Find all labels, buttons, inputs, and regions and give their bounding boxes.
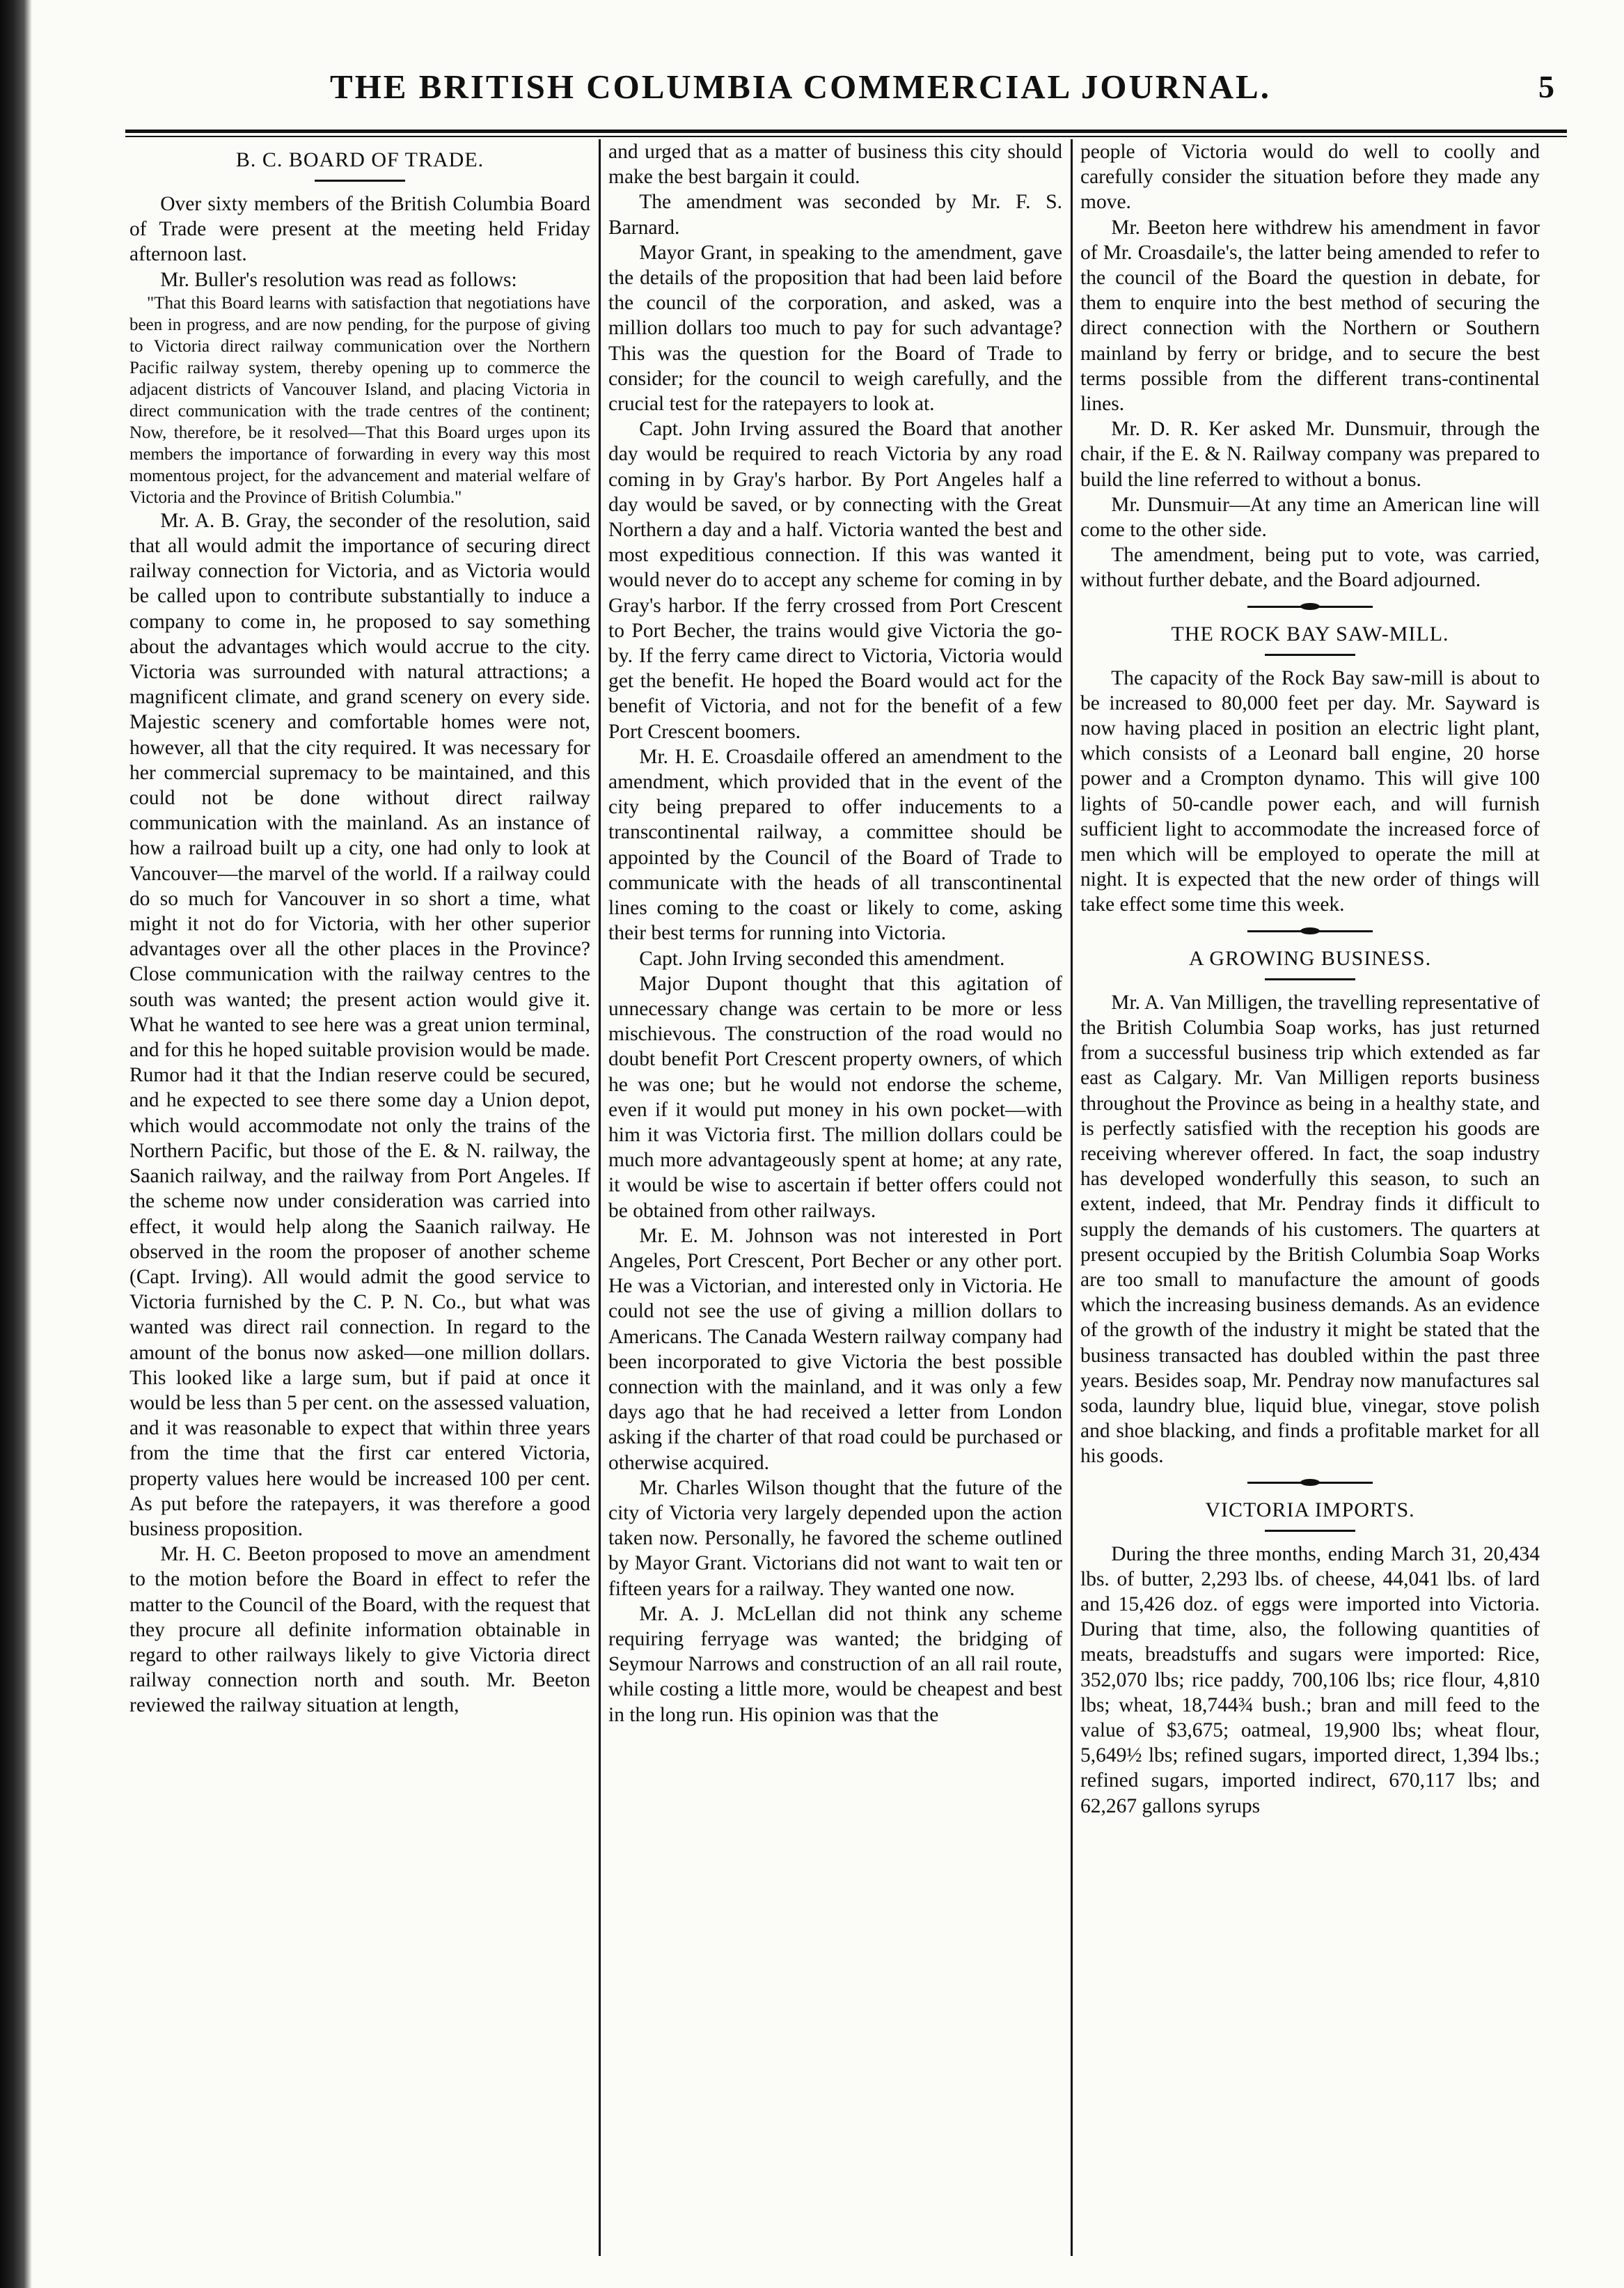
- heading-rule: [1265, 978, 1355, 980]
- paragraph: Mr. H. E. Croasdaile offered an amendment to the amendment, which provided that in the event of the city being prepared to offer inducements to a transcontinental railway, a committee should be appointed by the Council of the Board of Trade to communicate with the heads of all transcontinental lines coming to the coast or likely to come, asking their best terms for running into Victoria.: [608, 745, 1062, 945]
- scan-binding-edge: [0, 0, 32, 2288]
- header-rule: [125, 130, 1567, 137]
- paragraph: people of Victoria would do well to coolly and carefully consider the situation before they made any move.: [1080, 141, 1540, 214]
- paragraph: The amendment was seconded by Mr. F. S. Barnard.: [608, 191, 1062, 239]
- section-divider: [1247, 606, 1373, 608]
- article-heading-board-of-trade: B. C. BOARD OF TRADE.: [235, 148, 484, 171]
- paragraph: Mr. A. J. McLellan did not think any scheme requiring ferryage was wanted; the bridging of Seymour Narrows and construction of an all rail route, while costing a little more, would be cheapest and best in the long run. His opinion was that the: [608, 1602, 1062, 1726]
- column-2: [608, 139, 1062, 2256]
- article-heading-growing-business: A GROWING BUSINESS.: [1188, 946, 1432, 970]
- heading-rule: [1265, 654, 1355, 656]
- paragraph: Mr. D. R. Ker asked Mr. Dunsmuir, through the chair, if the E. & N. Railway company was prepared to build the line referred to without a bonus.: [1080, 418, 1540, 491]
- heading-rule: [315, 180, 405, 182]
- paragraph: Capt. John Irving assured the Board that another day would be required to reach Victoria by any road coming in by Gray's harbor. By Port Angeles half a day would be saved, or by connecting with the Great Northern a day and a half. Victoria wanted the best and most expeditious connection. If this was wanted it would never do to accept any scheme for coming in by Gray's harbor. If the ferry crossed from Port Crescent to Port Becher, the trains would give Victoria the go-by. If the ferry came direct to Victoria, Victoria would get the benefit. He hoped the Board would act for the benefit of Victoria, and not for the benefit of a few Port Crescent boomers.: [608, 418, 1062, 743]
- section-divider: [1247, 1482, 1373, 1484]
- page-number: 5: [1538, 69, 1554, 104]
- paragraph: Mr. Dunsmuir—At any time an American line will come to the other side.: [1080, 493, 1540, 542]
- section-divider: [1247, 930, 1373, 932]
- article-heading-victoria-imports: VICTORIA IMPORTS.: [1205, 1498, 1415, 1521]
- column-1: [129, 139, 590, 2256]
- paragraph: Capt. John Irving seconded this amendment.: [639, 947, 1005, 970]
- paragraph: Over sixty members of the British Columbia Board of Trade were present at the meeting held Friday afternoon last.: [129, 193, 590, 266]
- paragraph: Major Dupont thought that this agitation of unnecessary change was certain to be more or less mischievous. The construction of the road would no doubt benefit Port Crescent property owners, of which he was one; but he would not endorse the scheme, even if it would put money in his own pocket—with him it was Victoria first. The million dollars could be much more advantageously spent at home; at any rate, it would be wise to ascertain if better offers could not be obtained from other railways.: [608, 972, 1062, 1222]
- article-heading-rock-bay: THE ROCK BAY SAW-MILL.: [1171, 622, 1449, 645]
- paragraph: and urged that as a matter of business this city should make the best bargain it could.: [608, 141, 1062, 189]
- paragraph: The amendment, being put to vote, was carried, without further debate, and the Board adjourned.: [1080, 544, 1540, 592]
- paragraph: Mr. H. C. Beeton proposed to move an amendment to the motion before the Board in effect to refer the matter to the Council of the Board, with the request that they procure all definite information obtainable in regard to other railways likely to give Victoria direct railway connection north and south. Mr. Beeton reviewed the railway situation at length,: [129, 1543, 590, 1717]
- column-rule: [1071, 139, 1073, 2256]
- paragraph: Mr. Beeton here withdrew his amendment in favor of Mr. Croasdaile's, the latter being amended to refer to the council of the Board the question in debate, for them to enquire into the best method of securing the direct connection with the Northern or Southern mainland by ferry or bridge, and to secure the best terms possible from the different trans-continental lines.: [1080, 216, 1540, 416]
- column-rule: [599, 139, 601, 2256]
- paragraph: Mr. Charles Wilson thought that the future of the city of Victoria very largely depended upon the action taken now. Personally, he favored the scheme outlined by Mayor Grant. Victorians did not want to wait ten or fifteen years for a railway. They wanted one now.: [608, 1476, 1062, 1600]
- resolution-quote: "That this Board learns with satisfaction that negotiations have been in progress, and are now pending, for the purpose of giving to Victoria direct railway communication over the Northern Pacific railway system, thereby opening up to commerce the adjacent districts of Vancouver Island, and placing Victoria in direct communication with the trade centres of the continent; Now, therefore, be it resolved—That this Board urges upon its members the importance of forwarding in every way this most momentous project, for the advancement and material welfare of Victoria and the Province of British Columbia.": [129, 293, 590, 507]
- paragraph: Mayor Grant, in speaking to the amendment, gave the details of the proposition that had been laid before the council of the corporation, and asked, was a million dollars too much to pay for such advantage? This was the question for the Board of Trade to consider; for the council to weigh carefully, and the crucial test for the ratepayers to look at.: [608, 241, 1062, 416]
- paragraph: Mr. A. B. Gray, the seconder of the resolution, said that all would admit the importance of securing direct railway connection for Victoria, and as Victoria would be called upon to contribute substantially to induce a company to come in, he proposed to say something about the advantages which would accrue to the city. Victoria was surrounded with natural attractions; a magnificent climate, and grand scenery on every side. Majestic scenery and comfortable homes were not, however, all that the city required. It was necessary for her commercial supremacy to be maintained, and this could not be done without direct railway communication with the mainland. As an instance of how a railroad built up a city, one had only to look at Vancouver—the marvel of the world. If a railway could do so much for Vancouver in so short a time, what might it not do for Victoria, with her other superior advantages over all the other places in the Province? Close communication with the railway centres to the south was wanted; the present action would give it. What he wanted to see here was a great union terminal, and for this he hoped suitable provision would be made. Rumor had it that the Indian reserve could be secured, and he expected to see there some day a Union depot, which would accommodate not only the trains of the Northern Pacific, but those of the E. & N. railway, the Saanich railway, and the railway from Port Angeles. If the scheme now under consideration was carried into effect, it would help along the Saanich railway. He observed in the room the proposer of another scheme (Capt. Irving). All would admit the good service to Victoria furnished by the C. P. N. Co., but what was wanted was direct rail connection. In regard to the amount of the bonus now asked—one million dollars. This looked like a large sum, but if paid at once it would be less than 5 per cent. on the assessed valuation, and it was reasonable to expect that within three years from the time that the first car entered Victoria, property values here would be increased 100 per cent. As put before the ratepayers, it was therefore a good business proposition.: [129, 509, 590, 1540]
- paragraph: Mr. A. Van Milligen, the travelling representative of the British Columbia Soap works, has just returned from a successful business trip which extended as far east as Calgary. Mr. Van Milligen reports business throughout the Province as being in a healthy state, and is perfectly satisfied with the reception his goods are receiving wherever offered. In fact, the soap industry has developed wonderfully this season, to such an extent, indeed, that Mr. Pendray finds it difficult to supply the demands of his customers. The quarters at present occupied by the British Columbia Soap Works are too small to manufacture the amount of goods which the increasing business demands. As an evidence of the growth of the industry it might be stated that the business transacted has doubled within the past three years. Besides soap, Mr. Pendray now manufactures sal soda, laundry blue, liquid blue, vinegar, stove polish and shoe blacking, and finds a profitable market for all his goods.: [1080, 991, 1540, 1468]
- paragraph: During the three months, ending March 31, 20,434 lbs. of butter, 2,293 lbs. of cheese, 44,041 lbs. of lard and 15,426 doz. of eggs were imported into Victoria. During that time, also, the following quantities of meats, breadstuffs and sugars were imported: Rice, 352,070 lbs; rice paddy, 700,106 lbs; rice flour, 4,810 lbs; wheat, 18,744¾ bush.; bran and mill feed to the value of $3,675; oatmeal, 19,900 lbs; wheat flour, 5,649½ lbs; refined sugars, imported direct, 1,394 lbs.; refined sugars, imported indirect, 670,117 lbs; and 62,267 gallons syrups: [1080, 1542, 1540, 1817]
- paragraph: The capacity of the Rock Bay saw-mill is about to be increased to 80,000 feet per day. Mr. Sayward is now having placed in position an electric light plant, which consists of a Leonard ball engine, 20 horse power and a Crompton dynamo. This will give 100 lights of 50-candle power each, and will furnish sufficient light to accommodate the increased force of men which will be employed to operate the mill at night. It is expected that the new order of things will take effect some time this week.: [1080, 666, 1540, 916]
- column-3: [1080, 139, 1540, 2256]
- masthead-title: THE BRITISH COLUMBIA COMMERCIAL JOURNAL.: [330, 68, 1271, 106]
- paragraph: Mr. E. M. Johnson was not interested in Port Angeles, Port Crescent, Port Becher or any other port. He was a Victorian, and interested only in Victoria. He could not see the use of giving a million dollars to Americans. The Canada Western railway company had been incorporated to give Victoria the best possible connection with the mainland, and it was only a few days ago that he had received a letter from London asking if the charter of that road could be purchased or otherwise acquired.: [608, 1224, 1062, 1474]
- heading-rule: [1265, 1530, 1355, 1532]
- paragraph: Mr. Buller's resolution was read as follows:: [160, 268, 517, 291]
